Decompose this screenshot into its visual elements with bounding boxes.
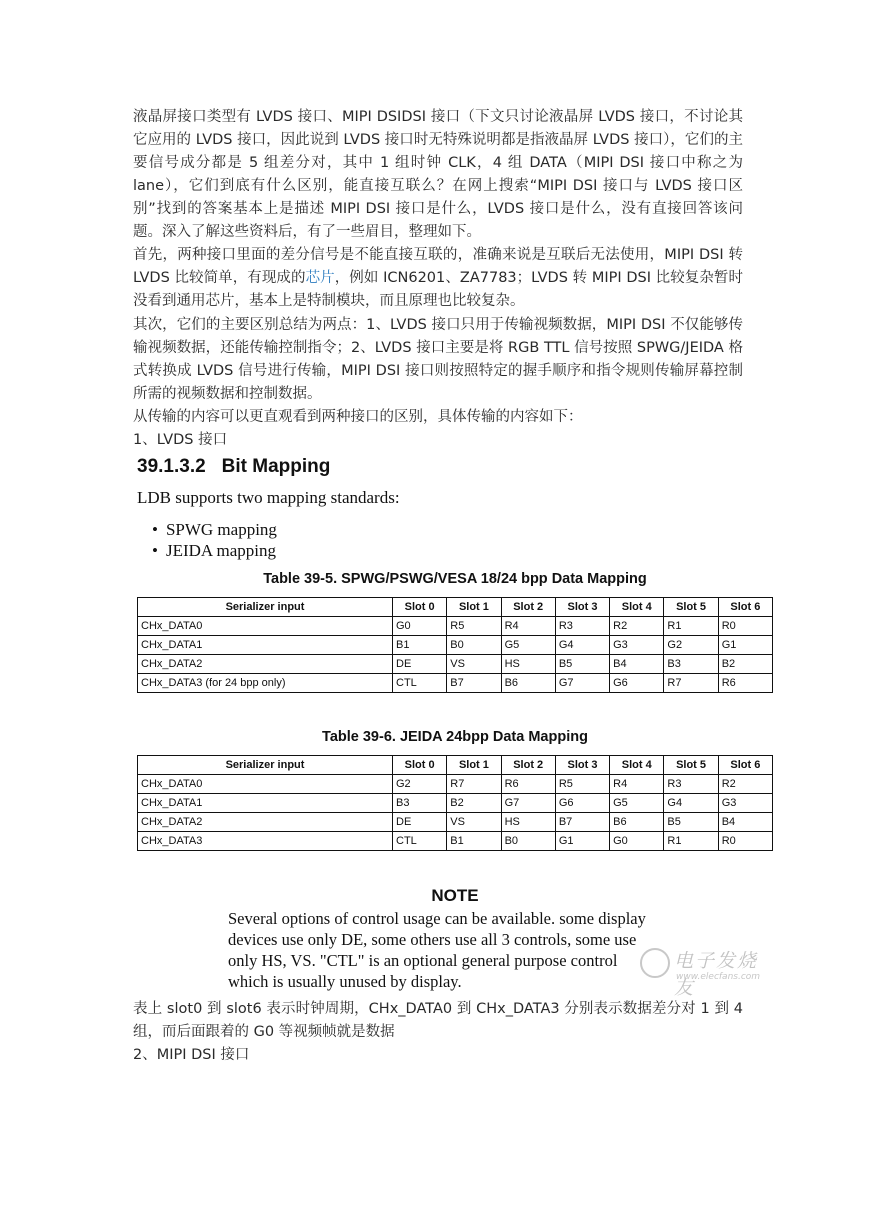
table-cell: B0	[501, 832, 555, 851]
table-cell: R3	[664, 775, 718, 794]
table-cell: R7	[664, 674, 718, 693]
section-number: 39.1.3.2	[137, 456, 206, 477]
table-header: Slot 1	[447, 756, 501, 775]
mipi-heading: 2、MIPI DSI 接口	[133, 1047, 250, 1063]
table-cell: B6	[501, 674, 555, 693]
table-cell: G7	[555, 674, 609, 693]
watermark-name: 电子发烧友	[674, 950, 759, 999]
table-header: Serializer input	[138, 598, 393, 617]
table-cell: R1	[664, 832, 718, 851]
table-cell: B4	[610, 655, 664, 674]
table-cell: G4	[555, 636, 609, 655]
table-cell: G1	[555, 832, 609, 851]
table-cell: CTL	[393, 674, 447, 693]
table-header: Slot 0	[393, 598, 447, 617]
table-cell: G5	[610, 794, 664, 813]
slot-explanation-paragraph: 表上 slot0 到 slot6 表示时钟周期，CHx_DATA0 到 CHx_DATA3 分别表示数据差分对 1 到 4 组，而后面跟着的 G0 等视频帧就是数据	[133, 1001, 743, 1040]
table-cell: VS	[447, 813, 501, 832]
list-item: • SPWG mapping	[152, 519, 277, 540]
interconnect-text-a: 首先，两种接口里面的差分信号是不能直接互联的，准确来说是互联后无法使用，MIPI DSI 转 LVDS 比较简单，有现成的	[133, 247, 743, 286]
table-cell: CTL	[393, 832, 447, 851]
table-cell: G1	[718, 636, 772, 655]
lvds-heading: 1、LVDS 接口	[133, 432, 228, 448]
watermark	[640, 944, 770, 999]
table-header: Slot 3	[555, 756, 609, 775]
table-header: Serializer input	[138, 756, 393, 775]
note-line: only HS, VS. "CTL" is an optional general purpose control	[228, 951, 618, 970]
table-cell: G5	[501, 636, 555, 655]
table-cell: G2	[664, 636, 718, 655]
table-cell: B0	[447, 636, 501, 655]
table-cell: G6	[555, 794, 609, 813]
table-cell: B3	[664, 655, 718, 674]
note-body	[228, 908, 688, 992]
jeida-mapping-table	[137, 755, 773, 851]
note-line: Several options of control usage can be available. some display	[228, 909, 646, 928]
table-cell: CHx_DATA3	[138, 832, 393, 851]
interconnect-paragraph	[133, 244, 743, 313]
table-header: Slot 2	[501, 598, 555, 617]
table-cell: HS	[501, 655, 555, 674]
table-header: Slot 2	[501, 756, 555, 775]
table-cell: CHx_DATA1	[138, 636, 393, 655]
table-cell: R5	[555, 775, 609, 794]
table-header: Slot 1	[447, 598, 501, 617]
table-header: Slot 4	[610, 598, 664, 617]
table-header: Slot 3	[555, 598, 609, 617]
table-cell: G2	[393, 775, 447, 794]
table-cell: G3	[610, 636, 664, 655]
table-cell: CHx_DATA2	[138, 655, 393, 674]
table-cell: R0	[718, 832, 772, 851]
table-cell: CHx_DATA3 (for 24 bpp only)	[138, 674, 393, 693]
table-cell: G3	[718, 794, 772, 813]
table1-caption: Table 39-5. SPWG/PSWG/VESA 18/24 bpp Data Mapping	[263, 571, 647, 587]
table-cell: B5	[664, 813, 718, 832]
content-intro-paragraph: 从传输的内容可以更直观看到两种接口的区别，具体传输的内容如下：	[133, 409, 583, 425]
table-cell: R4	[610, 775, 664, 794]
table-cell: R0	[718, 617, 772, 636]
section-title: Bit Mapping	[221, 456, 331, 477]
table-row	[138, 832, 773, 851]
table-cell: G4	[664, 794, 718, 813]
table-cell: B4	[718, 813, 772, 832]
table-cell: G0	[393, 617, 447, 636]
table-header: Slot 6	[718, 598, 772, 617]
table-row	[138, 775, 773, 794]
note-title: NOTE	[431, 886, 479, 905]
table-cell: R5	[447, 617, 501, 636]
table-cell: R7	[447, 775, 501, 794]
spwg-mapping-table	[137, 597, 773, 693]
table-cell: B7	[447, 674, 501, 693]
table-cell: CHx_DATA1	[138, 794, 393, 813]
table-cell: DE	[393, 655, 447, 674]
table-cell: R2	[610, 617, 664, 636]
differences-paragraph: 其次，它们的主要区别总结为两点：1、LVDS 接口只用于传输视频数据，MIPI DSI 不仅能够传输视频数据，还能传输控制指令；2、LVDS 接口主要是将 RGB TTL 信号按照 SPWG/JEIDA 格式转换成 LVDS 信号进行传输，MIPI DSI 接口则按照特定的握手顺序和指令规则传输屏幕控制所需的视频数据和控制数据。	[133, 317, 743, 402]
table-cell: HS	[501, 813, 555, 832]
table-cell: DE	[393, 813, 447, 832]
table-cell: R6	[718, 674, 772, 693]
table-cell: R6	[501, 775, 555, 794]
table-header: Slot 4	[610, 756, 664, 775]
table-row	[138, 674, 773, 693]
table-header-row	[138, 756, 773, 775]
table-cell: B1	[393, 636, 447, 655]
table-cell: B7	[555, 813, 609, 832]
table-row	[138, 813, 773, 832]
table-cell: G6	[610, 674, 664, 693]
table-cell: B5	[555, 655, 609, 674]
watermark-logo-icon	[640, 948, 670, 978]
table2-caption: Table 39-6. JEIDA 24bpp Data Mapping	[322, 729, 588, 745]
list-item: • JEIDA mapping	[152, 540, 277, 561]
table-cell: G0	[610, 832, 664, 851]
table-cell: G7	[501, 794, 555, 813]
intro-paragraph: 液晶屏接口类型有 LVDS 接口、MIPI DSIDSI 接口（下文只讨论液晶屏 LVDS 接口，不讨论其它应用的 LVDS 接口，因此说到 LVDS 接口时无特殊说明都是指液晶屏 LVDS 接口），它们的主要信号成分都是 5 组差分对，其中 1 组时钟 CLK，4 组 DATA（MIPI DSI 接口中称之为 lane），它们到底有什么区别，能直接互联么？在网上搜索“MIPI DSI 接口与 LVDS 接口区别”找到的答案基本上是描述 MIPI DSI 接口是什么，LVDS 接口是什么，没有直接回答该问题。深入了解这些资料后，有了一些眉目，整理如下。	[133, 109, 743, 240]
figure-intro: LDB supports two mapping standards:	[137, 488, 400, 507]
interconnect-text-b: ，例如 ICN6201、ZA7783；LVDS 转 MIPI DSI 比较复杂暂时没看到通用芯片，基本上是特制模块，而且原理也比较复杂。	[133, 270, 743, 309]
table-cell: R2	[718, 775, 772, 794]
table-row	[138, 636, 773, 655]
table-row	[138, 617, 773, 636]
mapping-standards-list	[152, 519, 277, 561]
table-row	[138, 655, 773, 674]
table-cell: R1	[664, 617, 718, 636]
table-row	[138, 794, 773, 813]
table-cell: B3	[393, 794, 447, 813]
table-cell: CHx_DATA0	[138, 775, 393, 794]
chip-link[interactable]: 芯片	[305, 270, 335, 286]
watermark-url: www.elecfans.com	[676, 972, 761, 982]
table-header-row	[138, 598, 773, 617]
note-line: devices use only DE, some others use all 3 controls, some use	[228, 930, 637, 949]
table-header: Slot 5	[664, 756, 718, 775]
figure-section-heading	[137, 456, 330, 478]
table-cell: R4	[501, 617, 555, 636]
table-cell: B2	[447, 794, 501, 813]
table-cell: R3	[555, 617, 609, 636]
note-line: which is usually unused by display.	[228, 972, 462, 991]
table-cell: B2	[718, 655, 772, 674]
table-cell: CHx_DATA2	[138, 813, 393, 832]
table-cell: B6	[610, 813, 664, 832]
table-cell: VS	[447, 655, 501, 674]
table-cell: CHx_DATA0	[138, 617, 393, 636]
table-header: Slot 6	[718, 756, 772, 775]
table-header: Slot 0	[393, 756, 447, 775]
table-header: Slot 5	[664, 598, 718, 617]
table-cell: B1	[447, 832, 501, 851]
